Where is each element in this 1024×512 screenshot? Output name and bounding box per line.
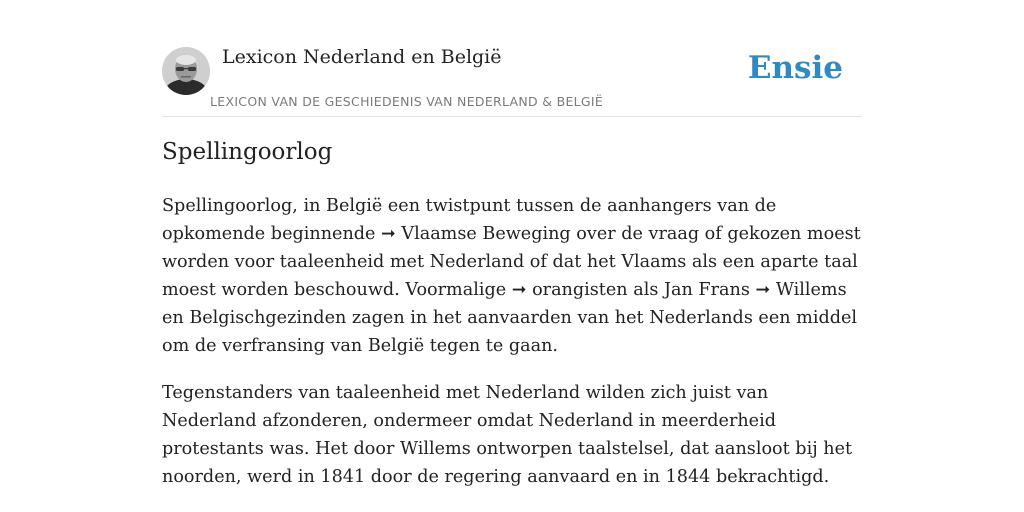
lexicon-subtitle[interactable]: LEXICON VAN DE GESCHIEDENIS VAN NEDERLAND & BELGIË — [210, 94, 604, 109]
author-name[interactable]: Lexicon Nederland en België — [222, 46, 502, 68]
article-paragraph: Spellingoorlog, in België een twistpunt tussen de aanhangers van de opkomende beginnende ➞ Vlaamse Beweging over de vraag of gekozen moest worden voor taaleenheid met Nederland of dat het Vlaams als een aparte taal moest worden beschouwd. Voormalige ➞ orangisten als Jan Frans ➞ Willems en Belgischgezinden zagen in het aanvaarden van het Nederlands een middel om de verfransing van België tegen te gaan. — [162, 196, 861, 357]
ensie-logo[interactable]: Ensie — [747, 50, 843, 86]
article-body — [162, 192, 862, 509]
header — [162, 44, 862, 117]
page-title: Spellingoorlog — [162, 139, 333, 165]
article-paragraph: Tegenstanders van taaleenheid met Nederland wilden zich juist van Nederland afzonderen, ondermeer omdat Nederland in meerderheid protestants was. Het door Willems ontworpen taalstelsel, dat aansloot bij het noorden, werd in 1841 door de regering aanvaard en in 1844 bekrachtigd. — [162, 382, 853, 487]
author-photo-icon — [162, 47, 210, 95]
author-avatar[interactable] — [162, 47, 210, 95]
